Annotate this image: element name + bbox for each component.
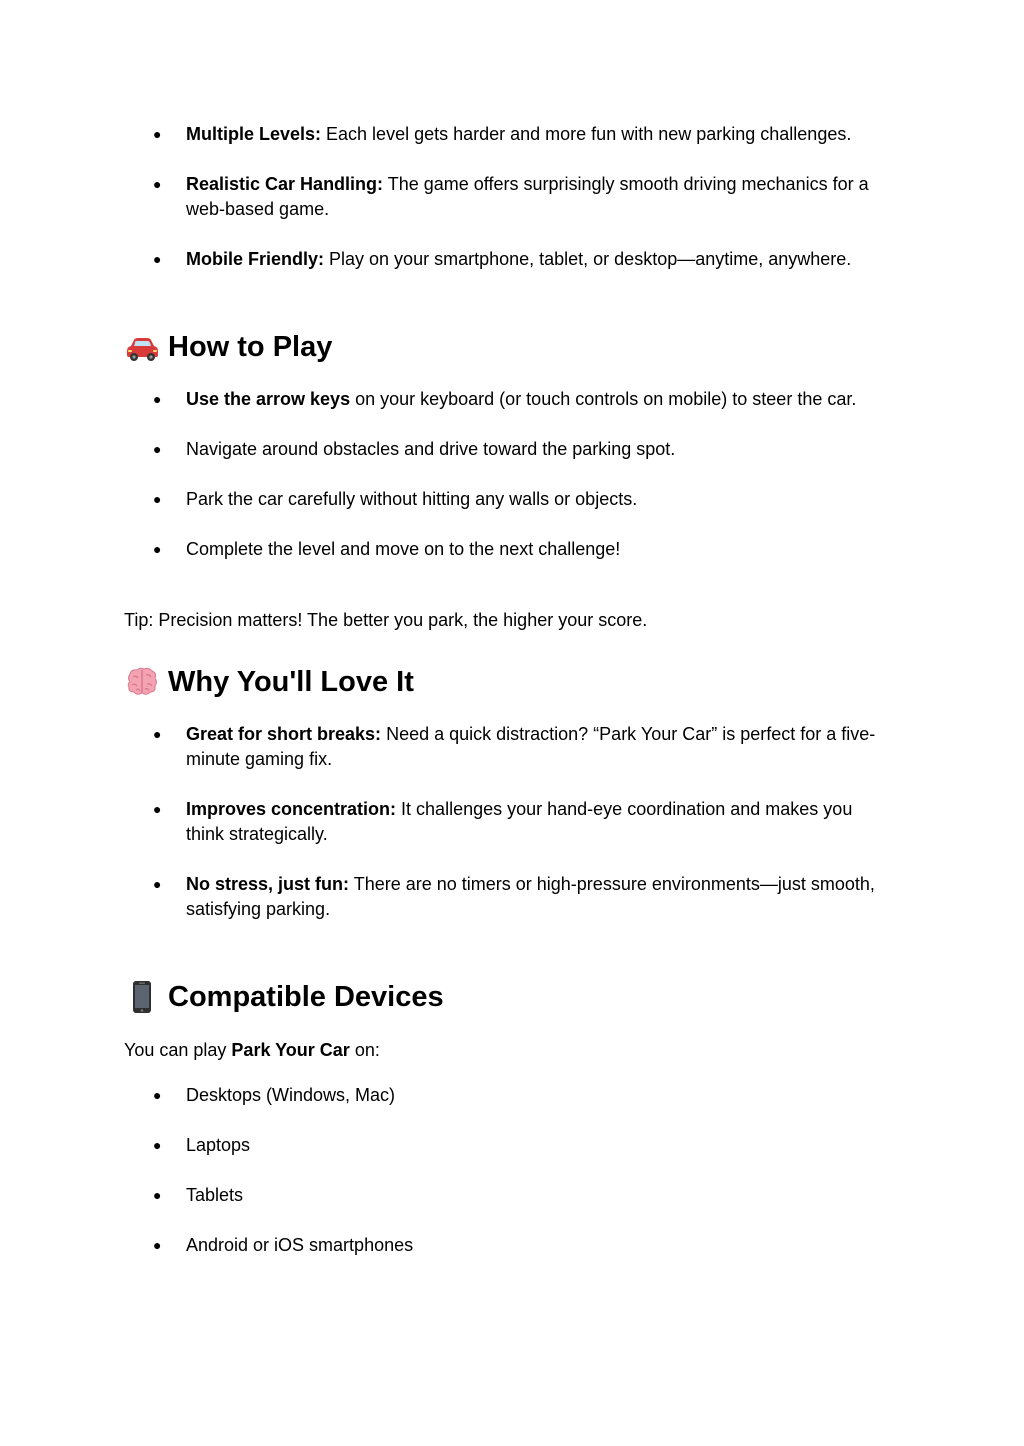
feature-text: Play on your smartphone, tablet, or desktop—anytime, anywhere. bbox=[324, 249, 852, 269]
item-text: Complete the level and move on to the next challenge! bbox=[186, 539, 621, 559]
devices-heading-block bbox=[0, 979, 1024, 1015]
how-to-play-section bbox=[0, 387, 1024, 587]
bullet-icon: ● bbox=[153, 391, 162, 407]
item-text: Need a quick distraction? “Park Your Car” is perfect for a five-minute gaming fix. bbox=[186, 724, 876, 769]
item-bold: Improves concentration: bbox=[186, 799, 397, 819]
heading-text: Compatible Devices bbox=[168, 981, 444, 1013]
intro-prefix: You can play bbox=[124, 1040, 232, 1060]
bullet-icon: ● bbox=[153, 876, 162, 892]
feature-title: Multiple Levels: bbox=[186, 124, 322, 144]
why-love-list bbox=[0, 722, 1024, 922]
item-text: Desktops (Windows, Mac) bbox=[186, 1085, 396, 1105]
bullet-icon: ● bbox=[153, 1187, 162, 1203]
devices-list bbox=[0, 1083, 1024, 1258]
how-to-play-heading-block bbox=[0, 329, 1024, 365]
features-list bbox=[0, 122, 1024, 272]
intro-suffix: on: bbox=[349, 1040, 380, 1060]
item-text: Android or iOS smartphones bbox=[186, 1235, 414, 1255]
list-item bbox=[0, 1183, 892, 1208]
bullet-icon: ● bbox=[153, 801, 162, 817]
list-item bbox=[0, 387, 892, 412]
list-item bbox=[0, 172, 892, 222]
feature-text: Each level gets harder and more fun with new parking challenges. bbox=[321, 124, 852, 144]
feature-text: The game offers surprisingly smooth driving mechanics for a web-based game. bbox=[186, 174, 869, 219]
heading-text: How to Play bbox=[168, 331, 333, 363]
bullet-icon: ● bbox=[153, 491, 162, 507]
devices-intro bbox=[0, 1038, 1024, 1063]
list-item bbox=[0, 1083, 892, 1108]
list-item bbox=[0, 1233, 892, 1258]
bullet-icon: ● bbox=[153, 1237, 162, 1253]
item-bold: Use the arrow keys bbox=[186, 389, 351, 409]
bullet-icon: ● bbox=[153, 251, 162, 267]
car-icon bbox=[124, 329, 160, 365]
why-love-heading-block bbox=[0, 664, 1024, 700]
devices-intro-block bbox=[0, 1038, 1024, 1063]
item-text: Navigate around obstacles and drive toward the parking spot. bbox=[186, 439, 676, 459]
bullet-icon: ● bbox=[153, 1087, 162, 1103]
item-text: Tablets bbox=[186, 1185, 244, 1205]
section-heading bbox=[0, 664, 1024, 700]
list-item bbox=[0, 247, 892, 272]
list-item bbox=[0, 722, 892, 772]
tip-block bbox=[0, 608, 1024, 633]
devices-section bbox=[0, 1083, 1024, 1283]
mobile-phone-icon bbox=[124, 979, 160, 1015]
bullet-icon: ● bbox=[153, 441, 162, 457]
bullet-icon: ● bbox=[153, 726, 162, 742]
features-section bbox=[0, 122, 1024, 297]
list-item bbox=[0, 537, 892, 562]
bullet-icon: ● bbox=[153, 1137, 162, 1153]
brain-icon bbox=[124, 664, 160, 700]
heading-text: Why You'll Love It bbox=[168, 666, 414, 698]
bullet-icon: ● bbox=[153, 176, 162, 192]
list-item bbox=[0, 797, 892, 847]
list-item bbox=[0, 1133, 892, 1158]
list-item bbox=[0, 437, 892, 462]
item-text: It challenges your hand-eye coordination and makes you think strategically. bbox=[186, 799, 853, 844]
bullet-icon: ● bbox=[153, 126, 162, 142]
section-heading bbox=[0, 329, 1024, 365]
section-heading bbox=[0, 979, 1024, 1015]
list-item bbox=[0, 487, 892, 512]
item-text: on your keyboard (or touch controls on mobile) to steer the car. bbox=[350, 389, 857, 409]
why-love-section bbox=[0, 722, 1024, 947]
feature-title: Realistic Car Handling: bbox=[186, 174, 384, 194]
list-item bbox=[0, 872, 892, 922]
how-to-play-list bbox=[0, 387, 1024, 562]
bullet-icon: ● bbox=[153, 541, 162, 557]
intro-game-name: Park Your Car bbox=[231, 1040, 350, 1060]
feature-title: Mobile Friendly: bbox=[186, 249, 325, 269]
item-bold: No stress, just fun: bbox=[186, 874, 350, 894]
item-text: There are no timers or high-pressure environments—just smooth, satisfying parking. bbox=[186, 874, 875, 919]
tip-text: Tip: Precision matters! The better you park, the higher your score. bbox=[124, 610, 648, 630]
item-text: Laptops bbox=[186, 1135, 251, 1155]
list-item bbox=[0, 122, 892, 147]
item-text: Park the car carefully without hitting any walls or objects. bbox=[186, 489, 638, 509]
item-bold: Great for short breaks: bbox=[186, 724, 382, 744]
